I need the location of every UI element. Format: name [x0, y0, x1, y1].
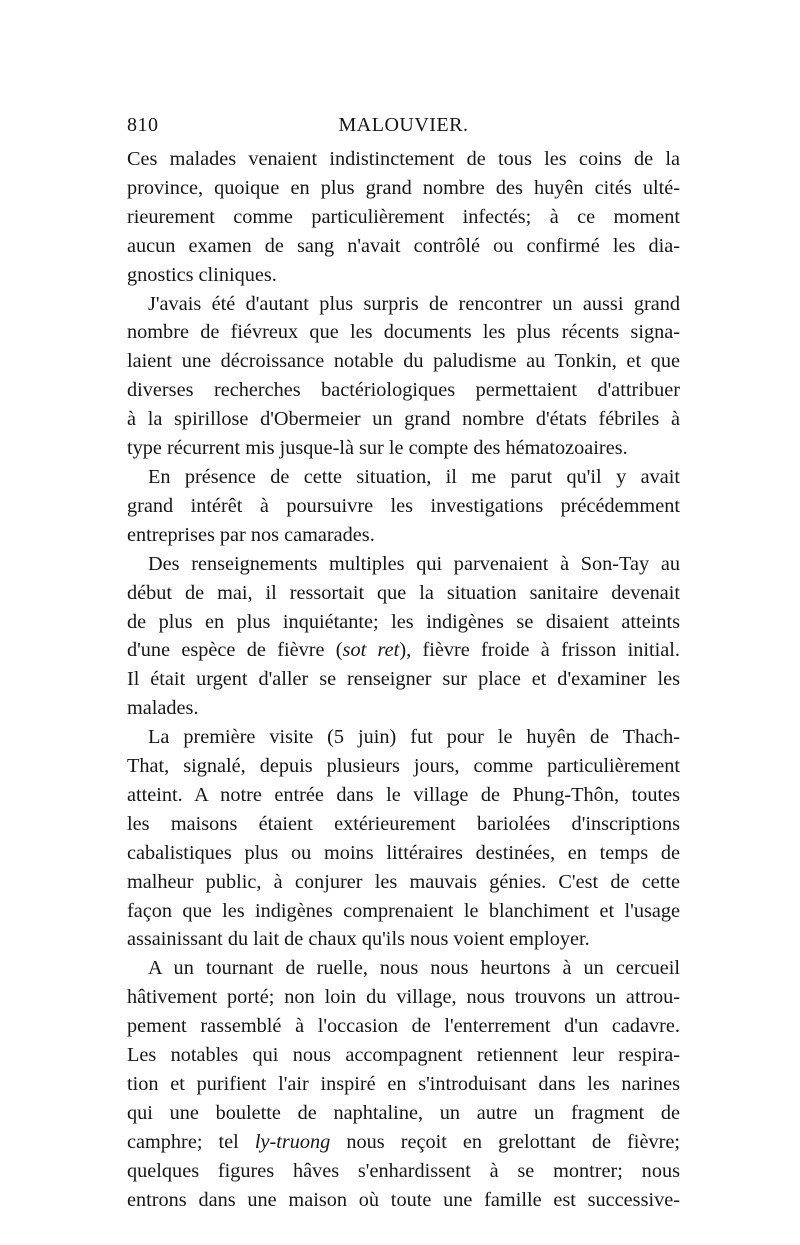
- text-line: A un tournant de ruelle, nous nous heurtons à un cercueil: [148, 957, 680, 980]
- paragraph: [127, 290, 680, 463]
- text-line: malheur public, à conjurer les mauvais génies. C'est de cette: [127, 870, 680, 893]
- text-line: à la spirillose d'Obermeier un grand nombre d'états fébriles à: [127, 408, 680, 431]
- text-line: province, quoique en plus grand nombre des huyên cités ulté-: [127, 176, 680, 199]
- text-line: entrons dans une maison où toute une famille est successive-: [127, 1188, 680, 1211]
- paragraph: [127, 463, 680, 550]
- running-head: MALOUVIER.: [338, 114, 469, 136]
- text-line: camphre; tel ly-truong nous reçoit en grelottant de fièvre;: [127, 1130, 680, 1153]
- text-line: That, signalé, depuis plusieurs jours, comme particulièrement: [127, 755, 680, 778]
- text-line: tion et purifient l'air inspiré en s'introduisant dans les narines: [127, 1073, 680, 1095]
- text-line: rieurement comme particulièrement infectés; à ce moment: [127, 205, 680, 228]
- text-line: diverses recherches bactériologiques permettaient d'attribuer: [127, 379, 680, 402]
- text-line: Des renseignements multiples qui parvenaient à Son-Tay au: [148, 552, 680, 575]
- text-line: aucun examen de sang n'avait contrôlé ou confirmé les dia-: [127, 234, 680, 257]
- text-line: d'une espèce de fièvre (sot ret), fièvre froide à frisson initial.: [127, 639, 680, 662]
- text-line: pement rassemblé à l'occasion de l'enterrement d'un cadavre.: [127, 1015, 680, 1038]
- text-line: les maisons étaient extérieurement bariolées d'inscriptions: [127, 812, 680, 835]
- text-line: de plus en plus inquiétante; les indigènes se disaient atteints: [127, 610, 680, 633]
- text-line: Il était urgent d'aller se renseigner sur place et d'examiner les: [127, 668, 680, 691]
- body-text: [127, 145, 680, 1215]
- paragraph: [127, 550, 680, 723]
- text-line: J'avais été d'autant plus surpris de rencontrer un aussi grand: [148, 292, 680, 315]
- text-line: façon que les indigènes comprenaient le blanchiment et l'usage: [127, 899, 680, 922]
- text-line: type récurrent mis jusque-là sur le compte des hématozoaires.: [127, 437, 628, 460]
- text-line: malades.: [127, 697, 199, 720]
- text-line: La première visite (5 juin) fut pour le huyên de Thach-: [148, 726, 680, 749]
- text-line: Les notables qui nous accompagnent retiennent leur respira-: [127, 1044, 680, 1067]
- text-line: début de mai, il ressortait que la situation sanitaire devenait: [127, 581, 680, 604]
- text-line: quelques figures hâves s'enhardissent à se montrer; nous: [127, 1159, 680, 1182]
- page-header: [127, 114, 680, 144]
- page-number: 810: [127, 114, 159, 136]
- paragraph: [127, 954, 680, 1214]
- paragraph: [127, 723, 680, 954]
- paragraph: [127, 145, 680, 290]
- text-line: En présence de cette situation, il me parut qu'il y avait: [148, 465, 680, 488]
- text-line: assainissant du lait de chaux qu'ils nous voient employer.: [127, 928, 590, 951]
- text-line: qui une boulette de naphtaline, un autre un fragment de: [127, 1101, 680, 1124]
- text-line: grand intérêt à poursuivre les investigations précédemment: [127, 494, 680, 517]
- text-line: cabalistiques plus ou moins littéraires destinées, en temps de: [127, 841, 680, 864]
- text-line: entreprises par nos camarades.: [127, 523, 375, 546]
- text-line: nombre de fiévreux que les documents les plus récents signa-: [127, 321, 680, 344]
- text-line: gnostics cliniques.: [127, 263, 277, 286]
- text-line: laient une décroissance notable du paludisme au Tonkin, et que: [127, 350, 680, 373]
- text-line: atteint. A notre entrée dans le village de Phung-Thôn, toutes: [127, 783, 680, 806]
- text-line: Ces malades venaient indistinctement de tous les coins de la: [127, 148, 680, 170]
- text-line: hâtivement porté; non loin du village, nous trouvons un attrou-: [127, 986, 680, 1009]
